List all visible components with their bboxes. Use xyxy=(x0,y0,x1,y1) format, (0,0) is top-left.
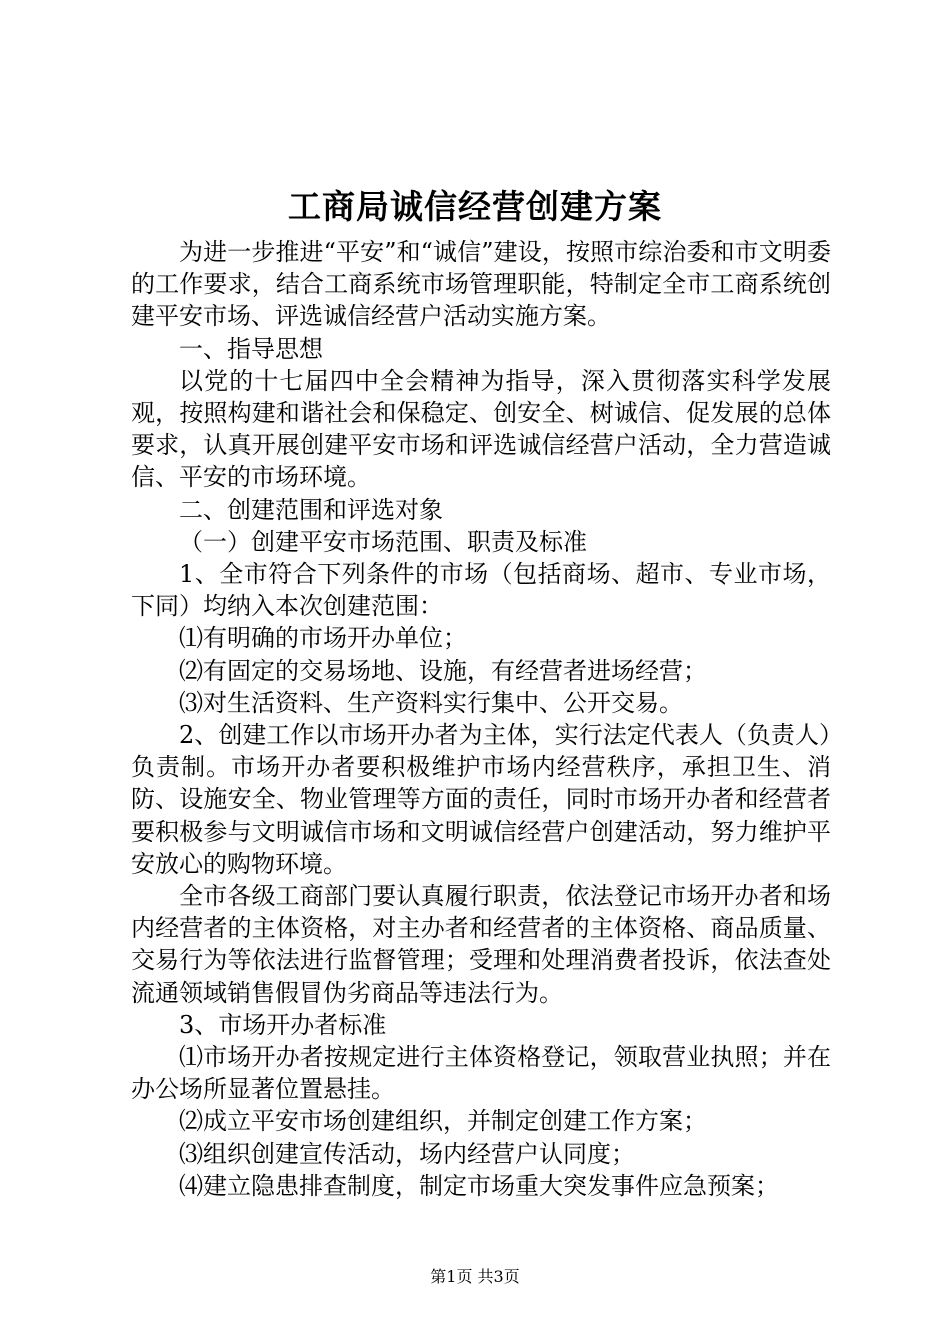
paragraph-item-2: 2、创建工作以市场开办者为主体，实行法定代表人（负责人）负责制。市场开办者要积极维护市场内经营秩序，承担卫生、消防、设施安全、物业管理等方面的责任，同时市场开办者和经营者要积极参与文明诚信市场和文明诚信经营户创建活动，努力维护平安放心的购物环境。 xyxy=(131,721,831,878)
document-title: 工商局诚信经营创建方案 xyxy=(288,187,662,226)
list-item-standard-2: ⑵成立平安市场创建组织，并制定创建工作方案； xyxy=(179,1107,707,1136)
list-item-condition-2: ⑵有固定的交易场地、设施，有经营者进场经营； xyxy=(179,656,707,685)
list-item-standard-1: ⑴市场开办者按规定进行主体资格登记，领取营业执照；并在办公场所显著位置悬挂。 xyxy=(131,1043,831,1104)
paragraph-aic-duties: 全市各级工商部门要认真履行职责，依法登记市场开办者和场内经营者的主体资格，对主办者和经营者的主体资格、商品质量、交易行为等依法进行监督管理；受理和处理消费者投诉，依法查处流通领域销售假冒伪劣商品等违法行为。 xyxy=(131,882,831,1007)
paragraph-intro: 为进一步推进“平安”和“诚信”建设，按照市综治委和市文明委的工作要求，结合工商系统市场管理职能，特制定全市工商系统创建平安市场、评选诚信经营户活动实施方案。 xyxy=(131,238,831,331)
paragraph-item-3-heading: 3、市场开办者标准 xyxy=(179,1010,387,1039)
subsection-heading-scope-duties: （一）创建平安市场范围、职责及标准 xyxy=(179,527,587,556)
paragraph-guiding-ideology: 以党的十七届四中全会精神为指导，深入贯彻落实科学发展观，按照构建和谐社会和保稳定、创安全、树诚信、促发展的总体要求，认真开展创建平安市场和评选诚信经营户活动，全力营造诚信、平安的市场环境。 xyxy=(131,366,831,492)
document-body xyxy=(131,236,831,1202)
list-item-standard-4: ⑷建立隐患排查制度，制定市场重大突发事件应急预案； xyxy=(179,1171,779,1200)
section-heading-scope: 二、创建范围和评选对象 xyxy=(179,495,443,524)
section-heading-guiding-ideology: 一、指导思想 xyxy=(179,334,323,363)
paragraph-item-1: 1、全市符合下列条件的市场（包括商场、超市、专业市场，下同）均纳入本次创建范围： xyxy=(131,560,831,621)
page-footer: 第1页 共3页 xyxy=(430,1267,520,1286)
list-item-condition-3: ⑶对生活资料、生产资料实行集中、公开交易。 xyxy=(179,688,683,717)
list-item-standard-3: ⑶组织创建宣传活动，场内经营户认同度； xyxy=(179,1139,635,1168)
list-item-condition-1: ⑴有明确的市场开办单位； xyxy=(179,624,467,653)
